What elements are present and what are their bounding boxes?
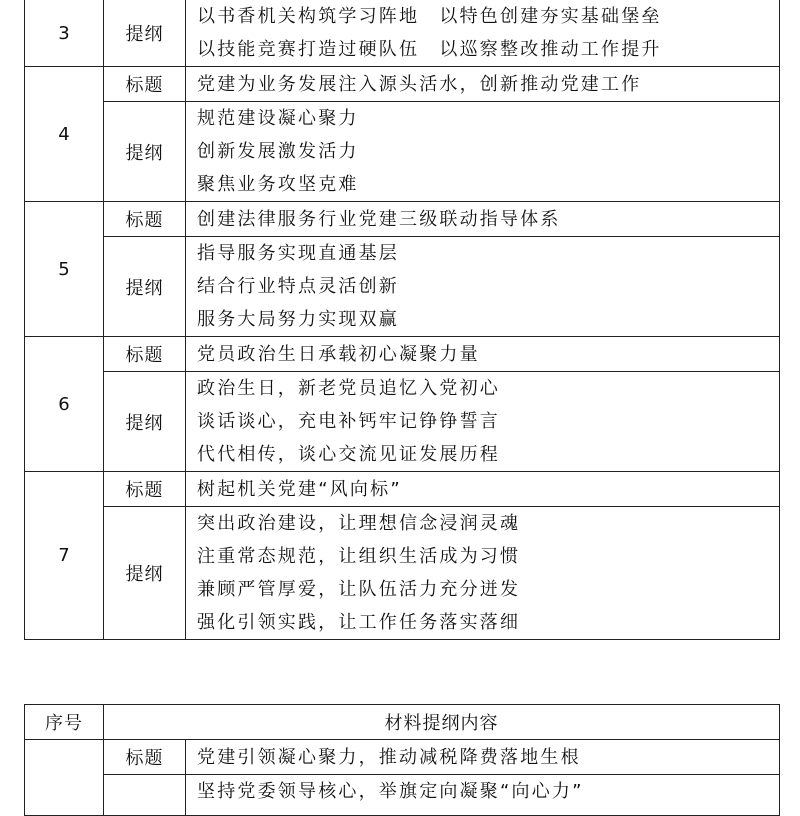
table-row <box>25 67 780 102</box>
title-cell <box>186 740 780 775</box>
outline-label: 提纲 <box>104 507 186 640</box>
table-row <box>25 337 780 372</box>
outline-cell <box>186 372 780 472</box>
outline-line: 兼顾严管厚爱，让队伍活力充分迸发 <box>197 579 521 600</box>
outline-line: 指导服务实现直通基层 <box>197 243 399 264</box>
title-label: 标题 <box>104 202 186 237</box>
outline-line: 坚持党委领导核心，举旗定向凝聚“向心力” <box>197 781 584 802</box>
row-number: 4 <box>25 67 104 202</box>
outline-line: 谈话谈心，充电补钙牢记铮铮誓言 <box>197 411 500 432</box>
outline-line: 创新发展激发活力 <box>197 141 359 162</box>
title-cell <box>186 67 780 102</box>
title-text: 树起机关党建“风向标” <box>197 478 402 500</box>
title-text: 党员政治生日承载初心凝聚力量 <box>197 343 480 365</box>
table-row <box>25 507 780 640</box>
outline-line: 突出政治建设，让理想信念浸润灵魂 <box>197 513 521 534</box>
outline-label: 提纲 <box>104 0 186 67</box>
outline-label: 提纲 <box>104 372 186 472</box>
row-number: 7 <box>25 472 104 640</box>
title-text: 党建引领凝心聚力，推动减税降费落地生根 <box>197 746 581 768</box>
outline-line: 代代相传，谈心交流见证发展历程 <box>197 444 500 465</box>
row-number: 3 <box>25 0 104 67</box>
table-row <box>25 775 780 816</box>
outline-line: 规范建设凝心聚力 <box>197 108 359 129</box>
title-cell <box>186 337 780 372</box>
outline-line: 服务大局努力实现双赢 <box>197 309 399 330</box>
outline-line: 以书香机关构筑学习阵地 以特色创建夯实基础堡垒 <box>197 6 662 27</box>
outline-line: 结合行业特点灵活创新 <box>197 276 399 297</box>
table-row <box>25 237 780 337</box>
outline-table-2 <box>24 704 780 816</box>
header-number: 序号 <box>25 705 104 740</box>
table-row <box>25 472 780 507</box>
row-number: 5 <box>25 202 104 337</box>
header-content: 材料提纲内容 <box>104 705 780 740</box>
title-label: 标题 <box>104 472 186 507</box>
table-row <box>25 372 780 472</box>
outline-cell <box>186 102 780 202</box>
outline-cell <box>186 775 780 816</box>
table-row <box>25 0 780 67</box>
outline-cell <box>186 237 780 337</box>
outline-label: 提纲 <box>104 102 186 202</box>
outline-line: 聚焦业务攻坚克难 <box>197 174 359 195</box>
outline-line: 以技能竞赛打造过硬队伍 以巡察整改推动工作提升 <box>197 39 662 60</box>
outline-table-1 <box>24 0 780 640</box>
title-label: 标题 <box>104 67 186 102</box>
outline-cell <box>186 0 780 67</box>
row-number <box>25 740 104 816</box>
title-text: 党建为业务发展注入源头活水，创新推动党建工作 <box>197 73 642 95</box>
table-row <box>25 740 780 775</box>
table-row <box>25 202 780 237</box>
table-row <box>25 102 780 202</box>
row-number: 6 <box>25 337 104 472</box>
title-cell <box>186 202 780 237</box>
title-cell <box>186 472 780 507</box>
title-text: 创建法律服务行业党建三级联动指导体系 <box>197 208 561 230</box>
outline-cell <box>186 507 780 640</box>
outline-label: 提纲 <box>104 237 186 337</box>
title-label: 标题 <box>104 337 186 372</box>
outline-line: 政治生日，新老党员追忆入党初心 <box>197 378 500 399</box>
outline-label <box>104 775 186 816</box>
table-header-row <box>25 705 780 740</box>
outline-line: 强化引领实践，让工作任务落实落细 <box>197 612 521 633</box>
outline-line: 注重常态规范，让组织生活成为习惯 <box>197 546 521 567</box>
title-label: 标题 <box>104 740 186 775</box>
